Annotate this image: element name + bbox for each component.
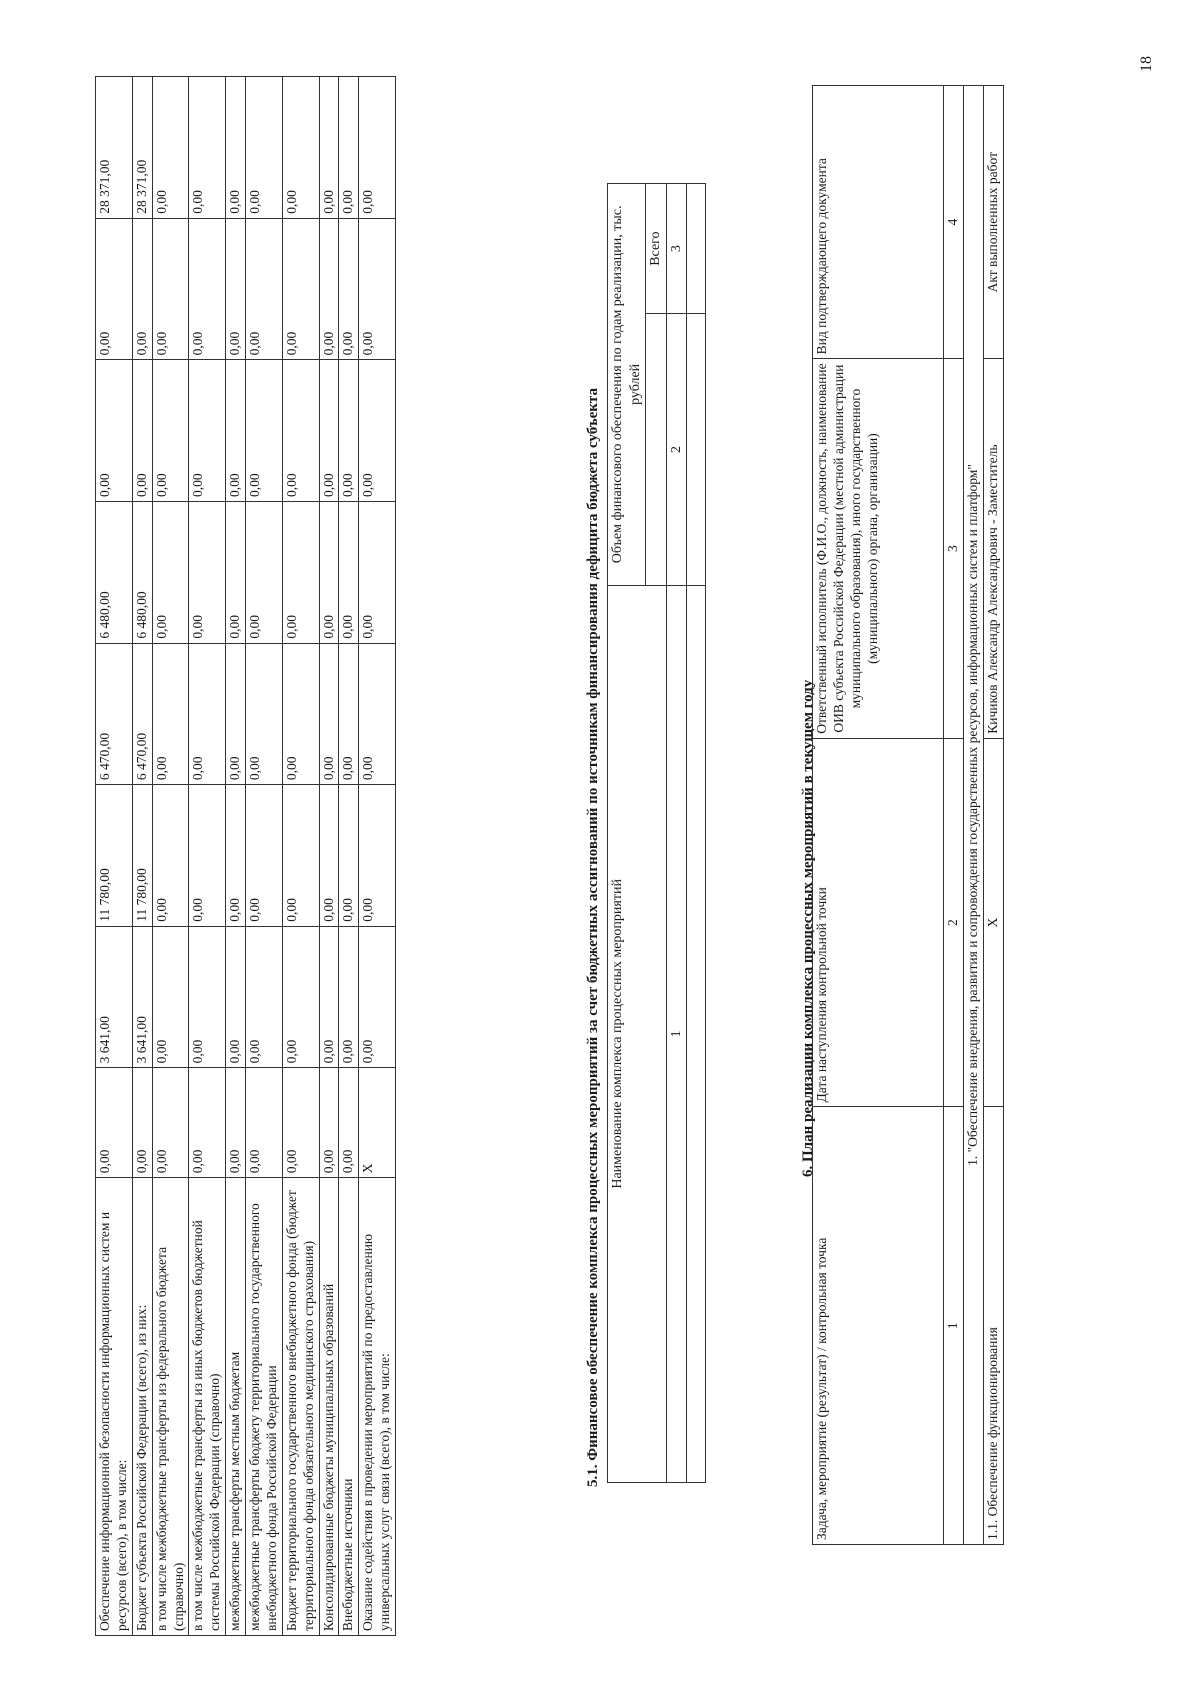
- budget-value-cell: 0,00: [282, 643, 319, 785]
- budget-value-cell: 28 371,00: [132, 77, 152, 219]
- budget-value-cell: 0,00: [319, 218, 339, 360]
- budget-value-cell: 0,00: [189, 218, 226, 360]
- budget-row: [152, 77, 189, 1636]
- budget-row-label: в том числе межбюджетные трансферты из иных бюджетов бюджетной системы Российской Федерации (справочно): [189, 1178, 226, 1636]
- budget-value-cell: 0,00: [189, 501, 226, 643]
- budget-value-cell: 0,00: [152, 643, 189, 785]
- budget-value-cell: 0,00: [246, 77, 283, 219]
- budget-value-cell: 0,00: [319, 785, 339, 927]
- budget-value-cell: 0,00: [189, 77, 226, 219]
- budget-value-cell: 0,00: [226, 1068, 246, 1178]
- section-5-1-title: 5.1. Финансовое обеспечение комплекса процессных мероприятий за счет бюджетных ассигнований по источникам финансирования дефицита бюджета субъекта: [585, 388, 601, 1487]
- budget-value-cell: 0,00: [246, 501, 283, 643]
- page-number: 18: [1138, 56, 1155, 72]
- budget-value-cell: 0,00: [359, 785, 396, 927]
- budget-value-cell: 0,00: [319, 926, 339, 1068]
- budget-value-cell: 0,00: [152, 501, 189, 643]
- budget-value-cell: 11 780,00: [96, 785, 133, 927]
- budget-value-cell: 3 641,00: [96, 926, 133, 1068]
- header-volume: Объем финансового обеспечения по годам реализации, тыс. рублей: [608, 184, 646, 586]
- group-row: 1. "Обеспечение внедрения, развития и сопровождения государственных ресурсов, информационных систем и платформ": [963, 86, 983, 1545]
- implementation-plan-table: [812, 85, 1004, 1545]
- budget-value-cell: 0,00: [189, 643, 226, 785]
- budget-value-cell: 0,00: [319, 643, 339, 785]
- budget-value-cell: 0,00: [189, 360, 226, 502]
- date-cell: X: [983, 738, 1003, 1107]
- budget-value-cell: 0,00: [319, 360, 339, 502]
- header-complex-name: Наименование комплекса процессных мероприятий: [608, 585, 667, 1482]
- header-task: Задача, мероприятие (результат) / контрольная точка: [813, 1107, 944, 1545]
- budget-value-cell: 0,00: [359, 218, 396, 360]
- budget-value-cell: 0,00: [189, 1068, 226, 1178]
- budget-row: [339, 77, 359, 1636]
- budget-row-label: межбюджетные трансферты местным бюджетам: [226, 1178, 246, 1636]
- budget-value-cell: 0,00: [359, 77, 396, 219]
- budget-value-cell: 3 641,00: [132, 926, 152, 1068]
- task-cell: 1.1. Обеспечение функционирования: [983, 1107, 1003, 1545]
- budget-value-cell: 0,00: [339, 643, 359, 785]
- budget-value-cell: 0,00: [132, 1068, 152, 1178]
- budget-row-label: Консолидированные бюджеты муниципальных образований: [319, 1178, 339, 1636]
- budget-value-cell: 0,00: [246, 643, 283, 785]
- budget-value-cell: 0,00: [359, 926, 396, 1068]
- col-number-4: 4: [944, 86, 964, 359]
- budget-value-cell: 0,00: [96, 218, 133, 360]
- col-number-3: 3: [666, 184, 687, 314]
- budget-value-cell: 11 780,00: [132, 785, 152, 927]
- col-number-3: 3: [944, 359, 964, 738]
- budget-value-cell: 0,00: [282, 218, 319, 360]
- budget-row: [319, 77, 339, 1636]
- budget-value-cell: 0,00: [189, 926, 226, 1068]
- budget-value-cell: 0,00: [152, 360, 189, 502]
- budget-value-cell: X: [359, 1068, 396, 1178]
- col-number-2: 2: [944, 738, 964, 1107]
- budget-value-cell: 0,00: [339, 926, 359, 1068]
- budget-row: [96, 77, 133, 1636]
- executor-cell: Кичиков Александр Александрович - Заместитель: [983, 359, 1003, 738]
- budget-table: [95, 76, 396, 1636]
- budget-value-cell: 0,00: [359, 360, 396, 502]
- budget-row-label: Бюджет территориального государственного внебюджетного фонда (бюджет территориального фонда обязательного медицинского страхования): [282, 1178, 319, 1636]
- budget-row-label: Оказание содействия в проведении мероприятий по предоставлению универсальных услуг связи (всего), в том числе:: [359, 1178, 396, 1636]
- budget-row-label: Бюджет субъекта Российской Федерации (всего), из них:: [132, 1178, 152, 1636]
- budget-value-cell: 0,00: [226, 926, 246, 1068]
- budget-value-cell: 0,00: [226, 77, 246, 219]
- budget-value-cell: 0,00: [246, 926, 283, 1068]
- budget-value-cell: 0,00: [339, 360, 359, 502]
- budget-row: [189, 77, 226, 1636]
- document-cell: Акт выполненных работ: [983, 86, 1003, 359]
- budget-value-cell: 0,00: [226, 218, 246, 360]
- budget-row: [132, 77, 152, 1636]
- budget-row: [282, 77, 319, 1636]
- budget-value-cell: 0,00: [339, 77, 359, 219]
- budget-value-cell: 0,00: [319, 1068, 339, 1178]
- budget-row-label: в том числе межбюджетные трансферты из федерального бюджета (справочно): [152, 1178, 189, 1636]
- header-total: Всего: [646, 184, 667, 314]
- budget-row-label: Обеспечение информационной безопасности информационных систем и ресурсов (всего), в том числе:: [96, 1178, 133, 1636]
- budget-value-cell: 0,00: [319, 77, 339, 219]
- budget-value-cell: 0,00: [319, 501, 339, 643]
- budget-value-cell: 0,00: [96, 1068, 133, 1178]
- budget-value-cell: 0,00: [152, 785, 189, 927]
- budget-value-cell: 0,00: [152, 77, 189, 219]
- budget-row: [226, 77, 246, 1636]
- header-executor: Ответственный исполнитель (Ф.И.О., должность, наименование ОИВ субъекта Российской Федерации (местной администрации муниципального образования), иного государственного (муниципального) органа, организации): [813, 359, 944, 738]
- budget-value-cell: 0,00: [226, 501, 246, 643]
- budget-row-label: Внебюджетные источники: [339, 1178, 359, 1636]
- budget-value-cell: 0,00: [246, 218, 283, 360]
- budget-value-cell: 0,00: [282, 926, 319, 1068]
- budget-value-cell: 0,00: [189, 785, 226, 927]
- budget-value-cell: 0,00: [132, 360, 152, 502]
- budget-value-cell: 0,00: [282, 1068, 319, 1178]
- budget-value-cell: 0,00: [339, 501, 359, 643]
- budget-value-cell: 6 470,00: [96, 643, 133, 785]
- budget-value-cell: 0,00: [282, 77, 319, 219]
- budget-value-cell: 0,00: [246, 1068, 283, 1178]
- budget-value-cell: 0,00: [132, 218, 152, 360]
- budget-value-cell: 0,00: [152, 926, 189, 1068]
- budget-value-cell: 0,00: [246, 360, 283, 502]
- budget-row-label: межбюджетные трансферты бюджету территориального государственного внебюджетного фонда Российской Федерации: [246, 1178, 283, 1636]
- deficit-financing-table: [607, 183, 706, 1483]
- col-number-1: 1: [666, 585, 687, 1482]
- budget-value-cell: 0,00: [226, 360, 246, 502]
- budget-value-cell: 0,00: [226, 643, 246, 785]
- budget-value-cell: 0,00: [339, 1068, 359, 1178]
- col-number-2: 2: [666, 314, 687, 586]
- budget-value-cell: 6 470,00: [132, 643, 152, 785]
- budget-value-cell: 0,00: [339, 785, 359, 927]
- budget-row: [359, 77, 396, 1636]
- col-number-1: 1: [944, 1107, 964, 1545]
- section-6-title: 6. План реализации комплекса процессных мероприятий в текущем году: [800, 679, 816, 1177]
- budget-value-cell: 0,00: [226, 785, 246, 927]
- budget-value-cell: 0,00: [339, 218, 359, 360]
- budget-value-cell: 6 480,00: [132, 501, 152, 643]
- budget-value-cell: 0,00: [359, 643, 396, 785]
- budget-value-cell: 0,00: [359, 501, 396, 643]
- budget-value-cell: 0,00: [246, 785, 283, 927]
- budget-value-cell: 6 480,00: [96, 501, 133, 643]
- budget-value-cell: 0,00: [152, 1068, 189, 1178]
- budget-row: [246, 77, 283, 1636]
- header-date: Дата наступления контрольной точки: [813, 738, 944, 1107]
- budget-value-cell: 0,00: [152, 218, 189, 360]
- budget-value-cell: 28 371,00: [96, 77, 133, 219]
- budget-value-cell: 0,00: [96, 360, 133, 502]
- budget-value-cell: 0,00: [282, 501, 319, 643]
- budget-value-cell: 0,00: [282, 360, 319, 502]
- budget-value-cell: 0,00: [282, 785, 319, 927]
- header-document: Вид подтверждающего документа: [813, 86, 944, 359]
